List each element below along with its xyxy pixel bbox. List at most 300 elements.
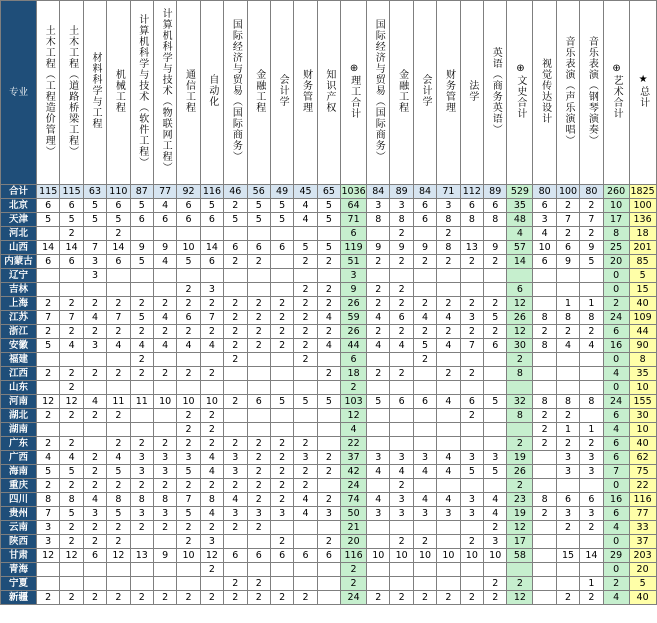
table-cell: 5 [484, 311, 507, 325]
table-cell: 63 [83, 185, 106, 199]
table-cell: 8 [507, 409, 533, 423]
table-cell: 37 [341, 451, 367, 465]
table-cell: 6 [177, 213, 200, 227]
table-cell: 2 [83, 325, 106, 339]
table-cell: 77 [153, 185, 176, 199]
table-cell: 5 [580, 255, 603, 269]
table-cell [413, 367, 436, 381]
table-cell: 75 [629, 465, 656, 479]
table-cell: 40 [629, 437, 656, 451]
table-cell [437, 437, 460, 451]
table-cell: 110 [107, 185, 130, 199]
table-cell: 26 [507, 465, 533, 479]
table-cell: 5 [484, 465, 507, 479]
table-cell: 19 [507, 451, 533, 465]
table-cell: 1 [580, 577, 603, 591]
table-cell: 2 [153, 297, 176, 311]
table-cell [247, 283, 270, 297]
table-cell: 2 [224, 353, 247, 367]
table-cell [580, 269, 603, 283]
table-cell: 2 [484, 591, 507, 605]
table-cell: 2 [83, 297, 106, 311]
table-cell [130, 269, 153, 283]
table-cell [556, 479, 579, 493]
table-cell: 2 [83, 409, 106, 423]
table-cell [413, 227, 436, 241]
table-cell: 89 [484, 185, 507, 199]
table-cell: 2 [224, 255, 247, 269]
table-cell [83, 227, 106, 241]
table-cell: 2 [294, 465, 317, 479]
table-cell: 2 [507, 437, 533, 451]
table-cell: 2 [270, 535, 293, 549]
table-cell: 2 [294, 353, 317, 367]
table-cell: 37 [629, 535, 656, 549]
table-cell [153, 409, 176, 423]
table-cell: 12 [37, 549, 60, 563]
table-cell: 3 [484, 451, 507, 465]
table-cell: 2 [153, 437, 176, 451]
table-cell: 3 [200, 283, 223, 297]
table-cell [367, 353, 390, 367]
table-cell: 89 [390, 185, 413, 199]
table-cell: 2 [556, 199, 579, 213]
table-row [1, 199, 657, 213]
table-cell: 5 [317, 199, 340, 213]
table-cell: 4 [367, 493, 390, 507]
table-cell [107, 423, 130, 437]
table-cell: 48 [507, 213, 533, 227]
table-cell: 5 [107, 507, 130, 521]
table-cell: 5 [60, 465, 83, 479]
table-cell: 2 [247, 521, 270, 535]
table-cell: 4 [437, 465, 460, 479]
table-cell [177, 227, 200, 241]
table-cell: 6 [580, 493, 603, 507]
table-cell [460, 227, 483, 241]
table-cell [437, 479, 460, 493]
table-cell: 2 [247, 437, 270, 451]
table-cell: 24 [341, 479, 367, 493]
table-cell: 4 [294, 507, 317, 521]
table-cell: 6 [224, 549, 247, 563]
table-cell [533, 367, 556, 381]
table-cell [533, 269, 556, 283]
table-cell [153, 535, 176, 549]
table-cell: 2 [413, 535, 436, 549]
table-cell: 6 [107, 199, 130, 213]
table-cell: 4 [200, 339, 223, 353]
table-cell: 29 [603, 549, 629, 563]
table-cell: 2 [556, 325, 579, 339]
table-cell: 2 [153, 325, 176, 339]
table-cell [437, 521, 460, 535]
table-cell: 7 [83, 241, 106, 255]
column-header [629, 1, 656, 185]
table-cell: 6 [37, 199, 60, 213]
row-label: 山西 [1, 241, 37, 255]
table-cell: 2 [317, 283, 340, 297]
table-cell [247, 227, 270, 241]
table-cell: 2 [556, 591, 579, 605]
table-cell [390, 563, 413, 577]
row-label: 江西 [1, 367, 37, 381]
table-cell: 7 [460, 339, 483, 353]
column-header-label: 材料科学与工程 [89, 52, 101, 129]
table-row [1, 255, 657, 269]
column-header-label: 会计学 [420, 74, 432, 107]
table-cell: 7 [556, 213, 579, 227]
table-cell: 2 [37, 409, 60, 423]
table-cell: 10 [603, 199, 629, 213]
table-cell: 45 [294, 185, 317, 199]
table-cell: 4 [200, 465, 223, 479]
table-cell [367, 269, 390, 283]
table-cell: 5 [484, 395, 507, 409]
table-cell [177, 577, 200, 591]
table-cell: 9 [341, 283, 367, 297]
table-cell [367, 577, 390, 591]
table-cell [317, 437, 340, 451]
table-cell: 10 [390, 549, 413, 563]
table-cell: 116 [200, 185, 223, 199]
table-cell: 4 [60, 451, 83, 465]
table-cell: 0 [603, 283, 629, 297]
table-cell: 2 [153, 521, 176, 535]
table-cell: 9 [390, 241, 413, 255]
table-cell: 2 [367, 591, 390, 605]
table-cell: 3 [200, 535, 223, 549]
row-label: 北京 [1, 199, 37, 213]
table-cell [83, 423, 106, 437]
table-cell: 11 [107, 395, 130, 409]
table-cell: 4 [390, 465, 413, 479]
table-cell [200, 269, 223, 283]
row-label: 辽宁 [1, 269, 37, 283]
table-cell: 2 [224, 311, 247, 325]
table-cell: 2 [413, 591, 436, 605]
table-cell [367, 423, 390, 437]
table-cell: 3 [317, 507, 340, 521]
table-cell [317, 577, 340, 591]
table-cell [413, 479, 436, 493]
table-cell [60, 353, 83, 367]
table-cell: 2 [130, 367, 153, 381]
table-cell [460, 521, 483, 535]
table-cell: 6 [247, 395, 270, 409]
table-cell: 5 [247, 199, 270, 213]
table-cell: 2 [224, 591, 247, 605]
table-cell: 8 [437, 241, 460, 255]
table-cell: 10 [200, 395, 223, 409]
column-header [341, 1, 367, 185]
table-cell [224, 423, 247, 437]
table-cell: 2 [556, 227, 579, 241]
table-cell: 4 [83, 311, 106, 325]
table-cell [533, 297, 556, 311]
table-cell: 6 [177, 311, 200, 325]
column-header [580, 1, 603, 185]
table-cell: 80 [580, 185, 603, 199]
table-cell: 10 [177, 549, 200, 563]
table-cell: 6 [37, 255, 60, 269]
table-cell: 2 [130, 521, 153, 535]
table-cell [367, 535, 390, 549]
table-cell: 5 [177, 465, 200, 479]
row-label: 新疆 [1, 591, 37, 605]
table-cell: 2 [484, 521, 507, 535]
table-cell: 2 [533, 437, 556, 451]
column-header [153, 1, 176, 185]
table-cell: 26 [507, 311, 533, 325]
table-cell: 4 [603, 591, 629, 605]
column-header-label: ⊕文史合计 [514, 62, 526, 119]
table-cell: 3 [367, 507, 390, 521]
table-cell: 2 [177, 409, 200, 423]
table-cell: 2 [200, 325, 223, 339]
table-cell: 2 [533, 409, 556, 423]
table-cell: 5 [270, 395, 293, 409]
table-cell: 8 [37, 493, 60, 507]
table-cell: 2 [37, 479, 60, 493]
table-cell: 6 [60, 199, 83, 213]
table-cell: 22 [341, 437, 367, 451]
table-cell: 2 [247, 255, 270, 269]
table-cell: 4 [437, 451, 460, 465]
column-header [200, 1, 223, 185]
table-cell [437, 283, 460, 297]
table-cell: 2 [247, 339, 270, 353]
table-cell: 2 [294, 283, 317, 297]
column-header-label: 国际经济与贸易（国际商务） [373, 19, 385, 162]
table-cell: 2 [484, 255, 507, 269]
table-cell: 4 [367, 311, 390, 325]
column-header [484, 1, 507, 185]
table-cell [294, 535, 317, 549]
table-cell: 2 [390, 591, 413, 605]
table-cell: 2 [270, 297, 293, 311]
table-cell: 2 [200, 367, 223, 381]
row-label: 重庆 [1, 479, 37, 493]
table-cell: 8 [437, 213, 460, 227]
row-label: 广东 [1, 437, 37, 451]
table-cell: 2 [270, 311, 293, 325]
table-cell: 6 [413, 395, 436, 409]
table-cell: 2 [580, 199, 603, 213]
table-cell: 2 [200, 437, 223, 451]
table-cell [37, 423, 60, 437]
table-cell: 44 [629, 325, 656, 339]
table-cell: 2 [200, 297, 223, 311]
table-cell: 4 [294, 493, 317, 507]
table-cell: 6 [83, 549, 106, 563]
table-cell: 4 [533, 227, 556, 241]
table-cell: 10 [629, 423, 656, 437]
row-label: 浙江 [1, 325, 37, 339]
column-header-label: 国际经济与贸易（国际商务） [230, 19, 242, 162]
table-cell: 4 [603, 367, 629, 381]
table-cell: 103 [341, 395, 367, 409]
table-cell: 5 [200, 199, 223, 213]
table-cell [317, 423, 340, 437]
table-cell: 17 [507, 535, 533, 549]
table-cell [153, 577, 176, 591]
table-cell [37, 227, 60, 241]
table-cell: 4 [390, 339, 413, 353]
table-cell: 2 [367, 255, 390, 269]
table-cell: 112 [460, 185, 483, 199]
table-cell [580, 409, 603, 423]
table-cell [37, 353, 60, 367]
table-cell: 2 [390, 283, 413, 297]
table-cell: 116 [341, 549, 367, 563]
table-cell: 2 [507, 577, 533, 591]
table-cell [270, 255, 293, 269]
table-cell: 4 [437, 339, 460, 353]
table-cell [460, 353, 483, 367]
table-cell: 17 [603, 213, 629, 227]
table-cell [60, 423, 83, 437]
table-cell: 2 [460, 255, 483, 269]
table-cell: 8 [390, 213, 413, 227]
table-cell: 3 [390, 493, 413, 507]
table-cell [556, 381, 579, 395]
table-cell: 8 [367, 213, 390, 227]
table-cell: 2 [437, 367, 460, 381]
table-cell: 8 [153, 493, 176, 507]
table-cell: 5 [629, 269, 656, 283]
table-cell: 3 [367, 451, 390, 465]
table-cell [533, 577, 556, 591]
table-cell [317, 269, 340, 283]
column-header-label: 计算机科学与技术（物联网工程） [160, 8, 172, 173]
table-cell: 2 [413, 255, 436, 269]
table-cell: 6 [556, 493, 579, 507]
table-cell [317, 353, 340, 367]
table-cell: 2 [247, 325, 270, 339]
table-cell [390, 577, 413, 591]
table-cell [413, 381, 436, 395]
table-cell: 15 [556, 549, 579, 563]
table-cell: 2 [390, 535, 413, 549]
table-cell: 59 [341, 311, 367, 325]
row-label: 上海 [1, 297, 37, 311]
table-cell: 2 [460, 409, 483, 423]
table-cell: 3 [460, 493, 483, 507]
table-cell: 62 [629, 451, 656, 465]
table-cell: 5 [107, 465, 130, 479]
table-row [1, 185, 657, 199]
table-cell: 2 [317, 367, 340, 381]
table-cell: 3 [437, 199, 460, 213]
column-header-label: 计算机科学与技术（软件工程） [136, 13, 148, 168]
column-header [367, 1, 390, 185]
table-cell [224, 283, 247, 297]
table-cell: 6 [177, 199, 200, 213]
table-cell: 2 [247, 479, 270, 493]
table-cell [437, 409, 460, 423]
table-cell: 3 [224, 451, 247, 465]
table-cell [200, 353, 223, 367]
table-cell: 6 [533, 199, 556, 213]
table-cell [413, 269, 436, 283]
table-cell: 80 [533, 185, 556, 199]
table-cell [533, 591, 556, 605]
table-cell [247, 269, 270, 283]
table-cell [200, 227, 223, 241]
table-cell: 11 [130, 395, 153, 409]
row-label: 贵州 [1, 507, 37, 521]
table-cell [390, 409, 413, 423]
row-label: 内蒙古 [1, 255, 37, 269]
table-cell: 2 [224, 339, 247, 353]
table-cell [507, 269, 533, 283]
table-cell [247, 381, 270, 395]
table-cell: 2 [224, 297, 247, 311]
table-cell: 4 [83, 493, 106, 507]
table-cell: 2 [247, 297, 270, 311]
table-cell: 2 [367, 283, 390, 297]
table-cell: 2 [341, 563, 367, 577]
table-cell: 1 [580, 423, 603, 437]
table-cell: 6 [556, 241, 579, 255]
table-cell: 2 [533, 423, 556, 437]
table-cell: 5 [367, 395, 390, 409]
table-cell: 6 [224, 241, 247, 255]
table-cell [224, 269, 247, 283]
table-cell: 6 [317, 549, 340, 563]
table-cell: 24 [603, 311, 629, 325]
table-cell: 2 [83, 479, 106, 493]
column-header-label: 财务管理 [443, 68, 455, 113]
table-cell: 2 [247, 311, 270, 325]
table-cell: 65 [317, 185, 340, 199]
table-cell: 6 [247, 549, 270, 563]
table-cell: 10 [367, 549, 390, 563]
column-header [224, 1, 247, 185]
table-cell: 56 [247, 185, 270, 199]
table-cell [247, 353, 270, 367]
table-cell: 2 [177, 591, 200, 605]
table-cell: 5 [37, 465, 60, 479]
table-cell: 3 [460, 311, 483, 325]
table-cell: 2 [294, 325, 317, 339]
table-cell: 5 [177, 507, 200, 521]
table-cell: 5 [317, 395, 340, 409]
table-cell: 18 [341, 367, 367, 381]
table-row [1, 479, 657, 493]
table-cell: 2 [460, 297, 483, 311]
table-cell: 2 [60, 479, 83, 493]
corner-header: 专业 [1, 1, 37, 185]
table-cell: 2 [83, 367, 106, 381]
table-cell [367, 409, 390, 423]
table-cell [153, 423, 176, 437]
table-cell [437, 423, 460, 437]
table-cell: 7 [37, 507, 60, 521]
table-cell: 2 [130, 353, 153, 367]
table-cell [484, 381, 507, 395]
table-cell: 2 [177, 521, 200, 535]
table-cell: 14 [60, 241, 83, 255]
table-cell [413, 521, 436, 535]
table-cell: 2 [130, 591, 153, 605]
table-cell [270, 227, 293, 241]
table-cell [107, 577, 130, 591]
table-cell: 2 [177, 367, 200, 381]
table-cell: 6 [460, 199, 483, 213]
table-cell: 4 [60, 339, 83, 353]
